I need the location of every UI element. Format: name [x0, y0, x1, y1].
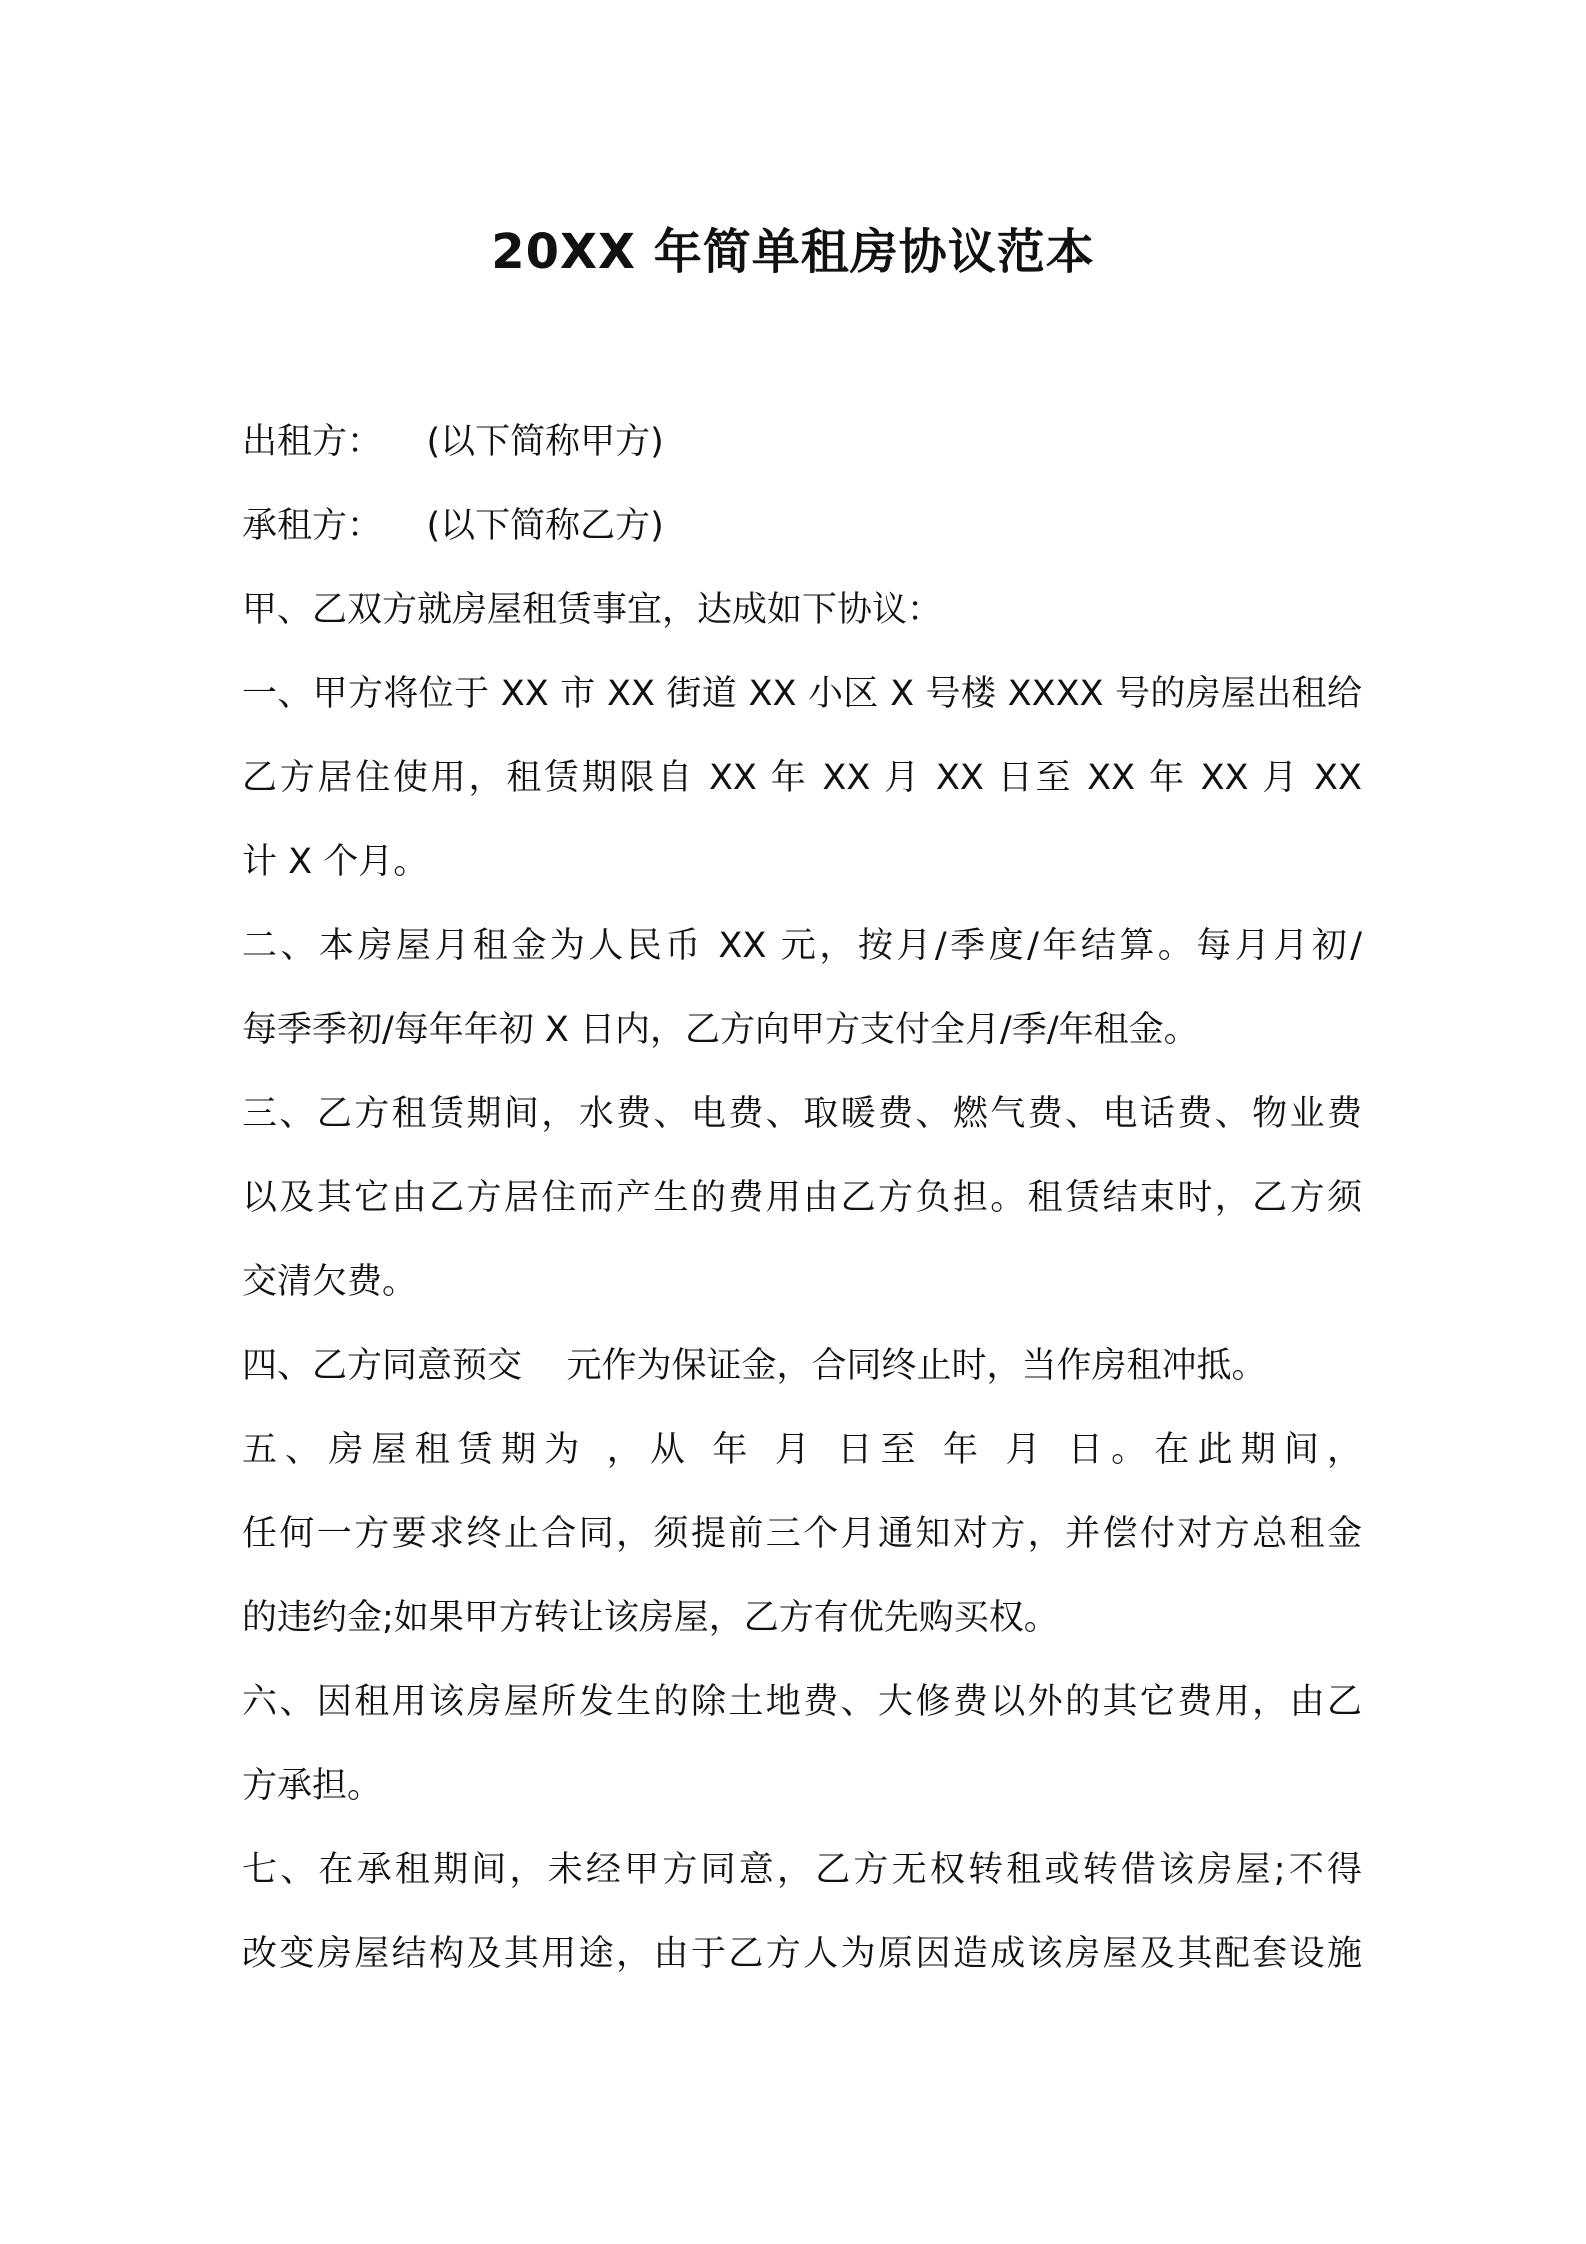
- agreement-body: [242, 400, 1362, 1996]
- text-line: 每季季初/每年年初 X 日内，乙方向甲方支付全月/季/年租金。: [242, 1010, 1199, 1050]
- text-line: 承租方： (以下简称乙方): [242, 506, 664, 546]
- text-line: 四、乙方同意预交 元作为保证金，合同终止时，当作房租冲抵。: [242, 1346, 1267, 1386]
- text-line: 以及其它由乙方居住而产生的费用由乙方负担。租赁结束时，乙方须: [242, 1178, 1362, 1218]
- text-line: 七、在承租期间，未经甲方同意，乙方无权转租或转借该房屋;不得: [242, 1850, 1362, 1890]
- text-line: 三、乙方租赁期间，水费、电费、取暖费、燃气费、电话费、物业费: [242, 1094, 1362, 1134]
- text-line: 甲、乙双方就房屋租赁事宜，达成如下协议：: [242, 590, 943, 630]
- text-line: 改变房屋结构及其用途，由于乙方人为原因造成该房屋及其配套设施: [242, 1934, 1362, 1974]
- text-line: 六、因租用该房屋所发生的除土地费、大修费以外的其它费用，由乙: [242, 1682, 1362, 1722]
- text-line: 计 X 个月。: [242, 842, 429, 882]
- text-line: 二、本房屋月租金为人民币 XX 元，按月/季度/年结算。每月月初/: [242, 926, 1362, 966]
- text-line: 任何一方要求终止合同，须提前三个月通知对方，并偿付对方总租金: [242, 1514, 1362, 1554]
- text-line: 的违约金;如果甲方转让该房屋，乙方有优先购买权。: [242, 1598, 1059, 1638]
- text-line: 乙方居住使用，租赁期限自 XX 年 XX 月 XX 日至 XX 年 XX 月 XX: [242, 758, 1362, 798]
- document-title: 20XX 年简单租房协议范本: [491, 224, 1095, 280]
- text-line: 五、房屋租赁期为 ，从 年 月 日至 年 月 日。在此期间，: [242, 1430, 1362, 1470]
- text-line: 一、甲方将位于 XX 市 XX 街道 XX 小区 X 号楼 XXXX 号的房屋出租给: [242, 674, 1362, 714]
- text-line: 出租方： (以下简称甲方): [242, 422, 664, 462]
- text-line: 方承担。: [242, 1766, 383, 1806]
- text-line: 交清欠费。: [242, 1262, 418, 1302]
